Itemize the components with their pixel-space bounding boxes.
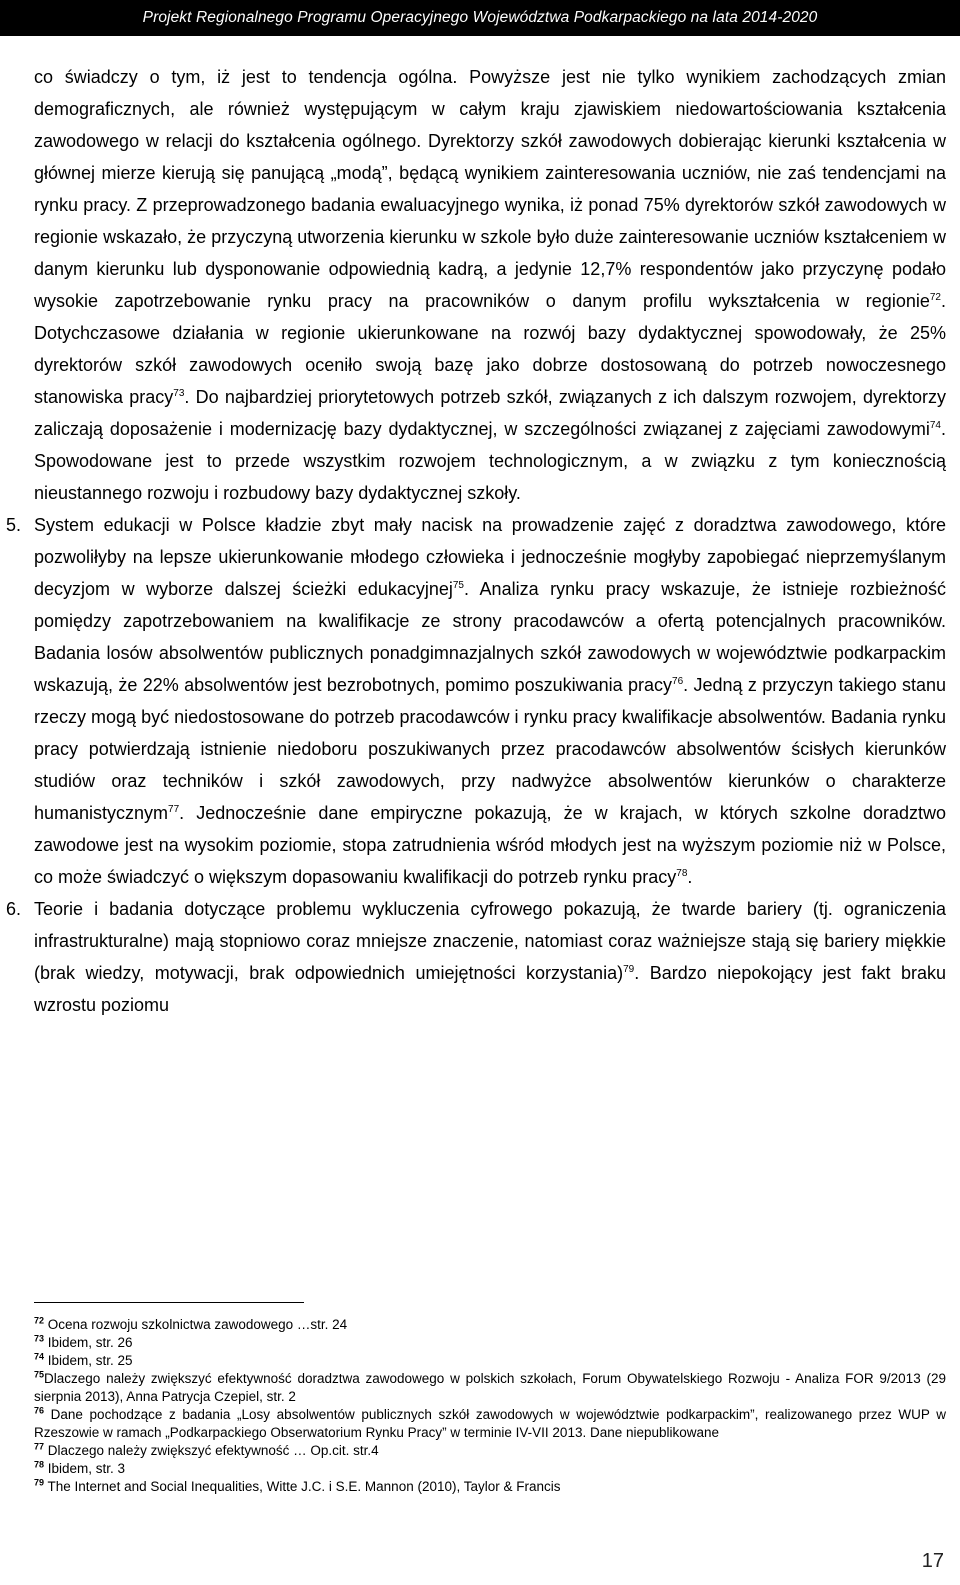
footnote-number: 78: [34, 1459, 45, 1470]
footnote-number: 74: [34, 1351, 45, 1362]
footnote: [34, 1460, 946, 1478]
text-run: . Jedną z przyczyn takiego stanu rzeczy mogą być niedostosowane do potrzeb pracodawców i rynku pracy kwalifikacje absolwentów. Badania rynku pracy potwierdzają istnienie niedoboru poszukiwanych przez pracodawców absolwentów ścisłych kierunków studiów oraz techników i szkół zawodowych, przy nadwyżce absolwentów kierunków o charakterze humanistycznym: [34, 675, 946, 823]
footnote-ref: 72: [929, 292, 941, 303]
footnote-ref: 76: [672, 676, 684, 687]
header-title: Projekt Regionalnego Programu Operacyjnego Województwa Podkarpackiego na lata 2014-2020: [142, 9, 818, 26]
text-run: . Bardzo niepokojący jest fakt braku wzrostu poziomu: [34, 963, 947, 1015]
text-run: . Spowodowane jest to przede wszystkim rozwojem technologicznym, a w związku z tym koniecznością nieustannego rozwoju i rozbudowy bazy dydaktycznej szkoły.: [34, 419, 946, 503]
footnote-number: 77: [34, 1441, 45, 1452]
main-text: [6, 61, 947, 1021]
footnote: [34, 1406, 946, 1442]
page-number: 17: [921, 1550, 944, 1572]
text-run: System edukacji w Polsce kładzie zbyt mały nacisk na prowadzenie zajęć z doradztwa zawodowego, które pozwoliłyby na lepsze ukierunkowanie młodego człowieka i jednocześnie mogłyby zapobiegać nieprzemyślanym decyzjom w wyborze dalszej ścieżki edukacyjnej: [34, 515, 946, 599]
text-run: . Analiza rynku pracy wskazuje, że istnieje rozbieżność pomiędzy zapotrzebowaniem na kwalifikacje ze strony pracodawców a ofertą potencjalnych pracowników. Badania losów absolwentów publicznych ponadgimnazjalnych szkół zawodowych w województwie podkarpackim wskazują, że 22% absolwentów jest bezrobotnych, pomimo poszukiwania pracy: [34, 579, 947, 695]
footnote-text: Ibidem, str. 26: [44, 1335, 133, 1350]
footnote-ref: 74: [929, 420, 941, 431]
text-run: .: [687, 867, 693, 887]
footnote: [34, 1316, 946, 1334]
text-run: co świadczy o tym, iż jest to tendencja ogólna. Powyższe jest nie tylko wynikiem zachodzących zmian demograficznych, ale również występującym w całym kraju zjawiskiem niedowartościowania kształcenia zawodowego w relacji do kształcenia ogólnego. Dyrektorzy szkół zawodowych dobierając kierunki kształcenia w głównej mierze kierują się panującą „modą”, będącą wynikiem zainteresowania uczniów, nie zaś tendencjami na rynku pracy. Z przeprowadzonego badania ewaluacyjnego wynika, iż ponad 75% dyrektorów szkół zawodowych w regionie wskazało, że przyczyną utworzenia kierunku w szkole było duże zainteresowanie uczniów kształceniem w danym kierunku lub dysponowanie odpowiednią kadrą, a jedynie 12,7% respondentów jako przyczynę podało wysokie zapotrzebowanie rynku pracy na pracowników o danym profilu wykształcenia w regionie: [34, 67, 946, 311]
footnote-text: Dlaczego należy zwiększyć efektywność … Op.cit. str.4: [44, 1443, 379, 1458]
list-number: 6.: [6, 899, 22, 919]
footnote-ref: 79: [623, 964, 635, 975]
footnote-text: Dane pochodzące z badania „Losy absolwentów publicznych szkół zawodowych w województwie podkarpackim”, realizowanego przez WUP w Rzeszowie w ramach „Podkarpackiego Obserwatorium Rynku Pracy” w terminie IV-VII 2013. Dane niepublikowane: [34, 1407, 946, 1440]
footnote: [34, 1352, 946, 1370]
text-run: . Do najbardziej priorytetowych potrzeb szkół, związanych z ich dalszym rozwojem, dyrektorzy zaliczają doposażenie i modernizację bazy dydaktycznej, w szczególności związanej z zajęciami zawodowymi: [34, 387, 947, 439]
footnotes: [34, 1316, 946, 1496]
footnote-text: Ibidem, str. 25: [44, 1353, 133, 1368]
footnote-number: 75: [34, 1369, 45, 1380]
footnote-ref: 73: [173, 388, 185, 399]
list-item-5: [6, 509, 947, 893]
footnote-text: Ocena rozwoju szkolnictwa zawodowego …str. 24: [44, 1317, 348, 1332]
footnote-number: 79: [34, 1477, 45, 1488]
footnote: [34, 1370, 946, 1406]
footnote: [34, 1334, 946, 1352]
list-number: 5.: [6, 515, 22, 535]
list-item-6: [6, 893, 947, 1021]
footnote-text: Ibidem, str. 3: [44, 1461, 126, 1476]
footnote-text: Dlaczego należy zwiększyć efektywność doradztwa zawodowego w polskich szkołach, Forum Obywatelskiego Rozwoju - Analiza FOR 9/2013 (29 sierpnia 2013), Anna Patrycja Czepiel, str. 2: [34, 1371, 946, 1404]
footnote-number: 72: [34, 1315, 45, 1326]
text-run: . Dotychczasowe działania w regionie ukierunkowane na rozwój bazy dydaktycznej spowodowały, że 25% dyrektorów szkół zawodowych oceniło swoją bazę jako dobrze dostosowaną do potrzeb nowoczesnego stanowiska pracy: [34, 291, 946, 407]
footnote-text: The Internet and Social Inequalities, Witte J.C. i S.E. Mannon (2010), Taylor & Francis: [44, 1479, 561, 1494]
page-header: [0, 0, 960, 36]
footnote-number: 73: [34, 1333, 45, 1344]
footnote-ref: 75: [452, 580, 464, 591]
footnote: [34, 1442, 946, 1460]
footnote: [34, 1478, 946, 1496]
footnote-separator: [34, 1302, 304, 1303]
footnote-number: 76: [34, 1405, 45, 1416]
footnote-ref: 77: [168, 804, 180, 815]
paragraph-continuation: [34, 61, 946, 509]
footnote-ref: 78: [676, 868, 688, 879]
text-run: . Jednocześnie dane empiryczne pokazują, że w krajach, w których szkolne doradztwo zawodowe jest na wysokim poziomie, stopa zatrudnienia wśród młodych jest na wyższym poziomie niż w Polsce, co może świadczyć o większym dopasowaniu kwalifikacji do potrzeb rynku pracy: [34, 803, 946, 887]
text-run: Teorie i badania dotyczące problemu wykluczenia cyfrowego pokazują, że twarde bariery (tj. ograniczenia infrastrukturalne) mają stopniowo coraz mniejsze znaczenie, natomiast coraz ważniejsze stają się bariery miękkie (brak wiedzy, motywacji, brak odpowiednich umiejętności korzystania): [34, 899, 946, 983]
